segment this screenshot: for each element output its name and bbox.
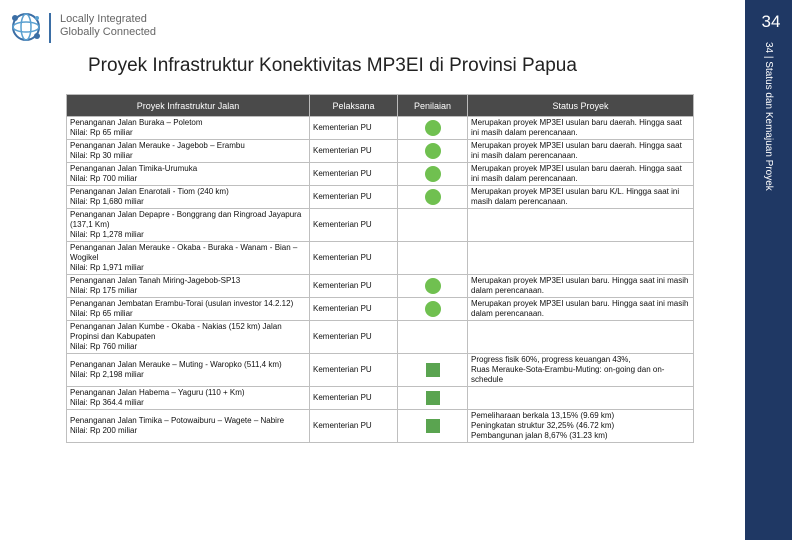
rating-cell [398, 275, 468, 298]
green-circle-indicator [425, 278, 441, 294]
executor-cell: Kementerian PU [310, 354, 398, 387]
project-cell: Penanganan Jalan Merauke - Okaba - Buraka - Wanam - Bian – Wogikel Nilai: Rp 1,971 miliar [67, 242, 310, 275]
executor-cell: Kementerian PU [310, 186, 398, 209]
green-square-indicator [426, 363, 440, 377]
green-square-indicator [426, 391, 440, 405]
executor-cell: Kementerian PU [310, 275, 398, 298]
header-rating: Penilaian [398, 95, 468, 117]
green-circle-indicator [425, 143, 441, 159]
rating-cell [398, 387, 468, 410]
green-circle-indicator [425, 120, 441, 136]
status-cell: Merupakan proyek MP3EI usulan baru daerah. Hingga saat ini masih dalam perencanaan. [468, 163, 694, 186]
table-row [67, 321, 694, 354]
rating-cell [398, 321, 468, 354]
rating-cell [398, 163, 468, 186]
table-row [67, 275, 694, 298]
project-cell: Penanganan Jalan Kumbe - Okaba - Nakias (152 km) Jalan Propinsi dan Kabupaten Nilai: Rp 760 miliar [67, 321, 310, 354]
project-cell: Penanganan Jalan Merauke – Muting - Waropko (511,4 km) Nilai: Rp 2,198 miliar [67, 354, 310, 387]
status-cell [468, 209, 694, 242]
executor-cell: Kementerian PU [310, 117, 398, 140]
project-cell: Penanganan Jalan Buraka – Poletom Nilai: Rp 65 miliar [67, 117, 310, 140]
rating-cell [398, 117, 468, 140]
executor-cell: Kementerian PU [310, 387, 398, 410]
status-cell: Merupakan proyek MP3EI usulan baru daerah. Hingga saat ini masih dalam perencanaan. [468, 140, 694, 163]
table-row [67, 387, 694, 410]
rating-cell [398, 354, 468, 387]
rating-cell [398, 298, 468, 321]
table-row [67, 354, 694, 387]
project-cell: Penanganan Jalan Habema – Yaguru (110 + Km) Nilai: Rp 364.4 miliar [67, 387, 310, 410]
status-cell: Progress fisik 60%, progress keuangan 43%, Ruas Merauke-Sota-Erambu-Muting: on-going dan on-schedule [468, 354, 694, 387]
status-cell: Pemeliharaan berkala 13,15% (9.69 km) Peningkatan struktur 32,25% (46.72 km) Pembangunan jalan 8,67% (31.23 km) [468, 410, 694, 443]
table-row [67, 209, 694, 242]
rating-cell [398, 186, 468, 209]
rating-cell [398, 209, 468, 242]
logo-line-2: Globally Connected [60, 26, 157, 38]
header-status: Status Proyek [468, 95, 694, 117]
header-project: Proyek Infrastruktur Jalan [67, 95, 310, 117]
executor-cell: Kementerian PU [310, 242, 398, 275]
table-row [67, 186, 694, 209]
status-cell: Merupakan proyek MP3EI usulan baru. Hingga saat ini masih dalam perencanaan. [468, 275, 694, 298]
page-number: 34 [761, 12, 781, 31]
project-cell: Penanganan Jalan Timika-Urumuka Nilai: Rp 700 miliar [67, 163, 310, 186]
side-title-text: 34 | Status dan Kemajuan Proyek [763, 42, 774, 191]
executor-cell: Kementerian PU [310, 140, 398, 163]
table-row [67, 117, 694, 140]
rating-cell [398, 242, 468, 275]
status-cell [468, 321, 694, 354]
green-circle-indicator [425, 166, 441, 182]
globe-icon [8, 9, 44, 45]
table-body [67, 117, 694, 443]
logo-line-1: Locally Integrated [60, 13, 147, 25]
project-cell: Penanganan Jalan Tanah Miring-Jagebob-SP13 Nilai: Rp 175 miliar [67, 275, 310, 298]
rating-cell [398, 410, 468, 443]
project-cell: Penanganan Jembatan Erambu-Torai (usulan investor 14.2.12) Nilai: Rp 65 miliar [67, 298, 310, 321]
executor-cell: Kementerian PU [310, 410, 398, 443]
status-cell: Merupakan proyek MP3EI usulan baru K/L. Hingga saat ini masih dalam perencanaan. [468, 186, 694, 209]
table-header-row [67, 95, 694, 117]
green-square-indicator [426, 419, 440, 433]
executor-cell: Kementerian PU [310, 298, 398, 321]
logo-text [60, 13, 156, 39]
project-cell: Penanganan Jalan Depapre - Bonggrang dan Ringroad Jayapura (137,1 Km) Nilai: Rp 1,278 miliar [67, 209, 310, 242]
table-row [67, 163, 694, 186]
project-cell: Penanganan Jalan Merauke - Jagebob – Erambu Nilai: Rp 30 miliar [67, 140, 310, 163]
project-cell: Penanganan Jalan Enarotali - Tiom (240 km) Nilai: Rp 1,680 miliar [67, 186, 310, 209]
executor-cell: Kementerian PU [310, 321, 398, 354]
logo-separator [49, 13, 51, 43]
status-cell [468, 242, 694, 275]
executor-cell: Kementerian PU [310, 209, 398, 242]
status-cell: Merupakan proyek MP3EI usulan baru. Hingga saat ini masih dalam perencanaan. [468, 298, 694, 321]
table-row [67, 140, 694, 163]
project-cell: Penanganan Jalan Timika – Potowaiburu – Wagete – Nabire Nilai: Rp 200 miliar [67, 410, 310, 443]
status-cell: Merupakan proyek MP3EI usulan baru daerah. Hingga saat ini masih dalam perencanaan. [468, 117, 694, 140]
table-row [67, 242, 694, 275]
executor-cell: Kementerian PU [310, 163, 398, 186]
project-table [66, 94, 694, 443]
table-row [67, 298, 694, 321]
status-cell [468, 387, 694, 410]
header-executor: Pelaksana [310, 95, 398, 117]
green-circle-indicator [425, 189, 441, 205]
table-row [67, 410, 694, 443]
rating-cell [398, 140, 468, 163]
logo [8, 9, 158, 45]
green-circle-indicator [425, 301, 441, 317]
page-title: Proyek Infrastruktur Konektivitas MP3EI di Provinsi Papua [88, 55, 577, 76]
